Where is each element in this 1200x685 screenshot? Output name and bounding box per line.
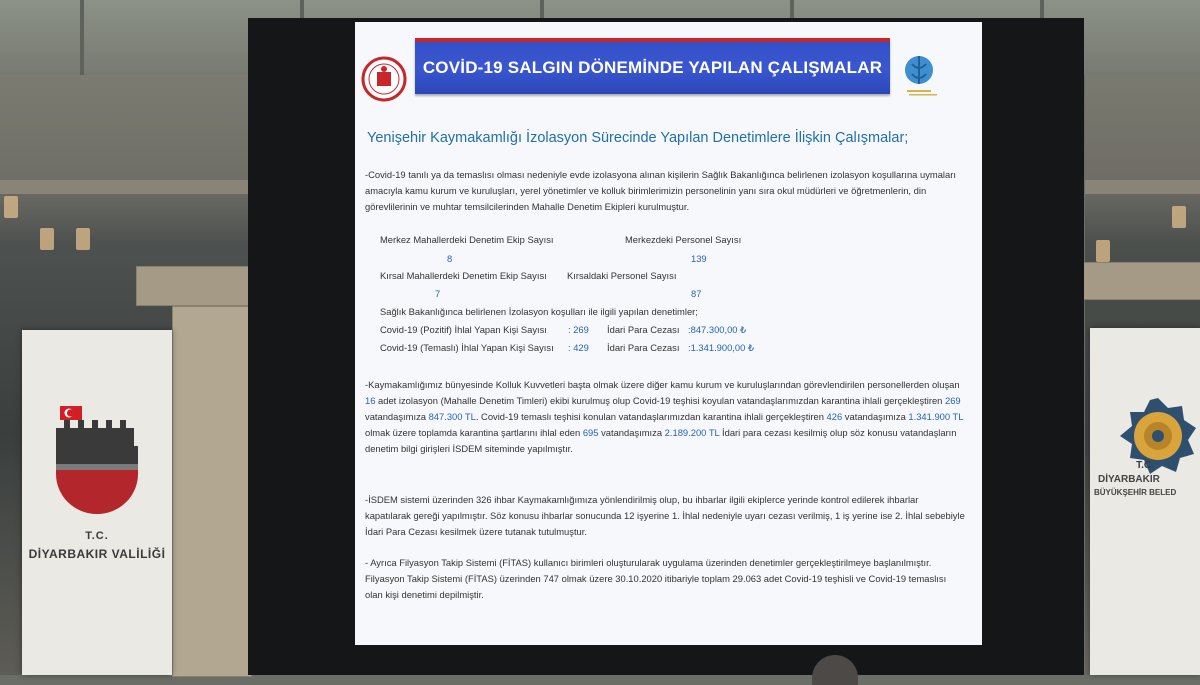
para2-text: vatandaşımıza: [598, 427, 665, 438]
stone-column: [172, 306, 252, 677]
denetim-intro: Sağlık Bakanlığınca belirlenen İzolasyon koşulları ile ilgili yapılan denetimler;: [380, 306, 698, 317]
temasli-fine-label: İdari Para Cezası: [607, 342, 680, 353]
para2-text: -Kaymakamlığımız bünyesinde Kolluk Kuvvetleri başta olmak üzere diğer kamu kurum ve kuruluşlarından görevlendirilen personellerden oluşan: [365, 379, 960, 390]
pozitif-fine: :847.300,00 ₺: [688, 324, 747, 335]
banner-left-name: DİYARBAKIR VALİLİĞİ: [28, 547, 166, 561]
ministry-seal-icon: [361, 48, 407, 110]
wall-beam: [0, 180, 250, 194]
wall-beam: [1085, 180, 1200, 194]
para2-text: vatandaşımıza: [842, 411, 909, 422]
slide-title: COVİD-19 SALGIN DÖNEMİNDE YAPILAN ÇALIŞMALAR: [422, 58, 883, 77]
slide-header: [415, 38, 890, 94]
para2-figure: 695: [582, 427, 599, 438]
paragraph-isdem: -İSDEM sistemi üzerinden 326 ihbar Kaymakamlığımıza yönlendirilmiş olup, bu ihbarlar ilgili ekiplerce yerinde kontrol edilerek ihbarlar kapatılarak gereği yapılmıştır. Söz konusu ihbarlar sonucunda 12 işyerine 1. İhlal nedeniyle uyarı cezası verilmiş, 1 iş yerine ise 2. İhlal sebebiyle İdari Para Cezası kesilmek üzere tutanak tutulmuştur.: [365, 494, 965, 537]
slide-subtitle: Yenişehir Kaymakamlığı İzolasyon Sürecinde Yapılan Denetimlere İlişkin Çalışmalar;: [367, 130, 909, 146]
diyarbakir-bsb-banner: [1090, 328, 1200, 675]
banner-right-name2: BÜYÜKŞEHİR BELED: [1094, 488, 1177, 497]
diyarbakir-valiligi-banner: [22, 330, 172, 675]
paragraph-fitas: - Ayrıca Filyasyon Takip Sistemi (FİTAS) kullanıcı birimleri oluşturularak uygulama üzerinden denetimler gerçekleştirilmeye başlanılmıştır. Filyasyon Takip Sistemi (FİTAS) üzerinden 747 olmak üzere 30.10.2020 itibariyle toplam 29.063 adet Covid-19 teşhisli ve Covid-19 temaslısı olan kişi denetimi depilmiştir.: [365, 557, 947, 600]
pozitif-label: Covid-19 (Pozitif) İhlal Yapan Kişi Sayısı: [380, 324, 547, 335]
para2-figure: 426: [826, 411, 843, 422]
paragraph-denetim-timleri: [365, 377, 965, 457]
wall-lamp: [40, 228, 54, 250]
stat-merkez-label: Merkez Mahallerdeki Denetim Ekip Sayısı: [380, 234, 554, 245]
para2-text: İdari para cezası kesilmiş olup söz konusu vatandaşların denetim bilgi girişleri İSDEM siteminde yapılmıştır.: [365, 427, 957, 454]
temasli-fine: :1.341.900,00 ₺: [688, 342, 754, 353]
stone-ledge: [136, 266, 252, 306]
stat-merkez-personel-label: Merkezdeki Personel Sayısı: [625, 234, 742, 245]
banner-right-name1: DİYARBAKIR: [1098, 474, 1160, 485]
presentation-slide: [355, 22, 982, 645]
stat-merkez-value: 8: [447, 253, 453, 264]
kaymakamlik-logo-icon: [903, 46, 947, 116]
wall-lamp: [1096, 240, 1110, 262]
para2-figure: 269: [944, 395, 961, 406]
stone-ledge: [1070, 262, 1200, 300]
para2-text: . Covid-19 temaslı teşhisi konulan vatandaşlarımızdan karantina ihlali gerçekleştiren: [475, 411, 827, 422]
pozitif-count: : 269: [568, 324, 589, 335]
paragraph-intro: -Covid-19 tanılı ya da temaslısı olması nedeniyle evde izolasyona alınan kişilerin Sağlık Bakanlığınca belirlenen izolasyon koşullarına uymaları amacıyla kamu kurum ve kuruluşları, yerel yönetimler ve kolluk birimlerimizin personelinin yanı sıra okul müdürleri ve öğretmenlerin, din görevlilerinin ve muhtar temsilcilerinden Mahalle Denetim Ekipleri kurulmuştur.: [365, 169, 956, 212]
wall-lamp: [4, 196, 18, 218]
para2-figure: 847.300 TL: [428, 411, 476, 422]
wall-lamp: [1172, 206, 1186, 228]
banner-right-tc: T.C.: [1136, 460, 1154, 471]
temasli-count: : 429: [568, 342, 589, 353]
banner-left-tc: T.C.: [85, 530, 109, 542]
pozitif-fine-label: İdari Para Cezası: [607, 324, 680, 335]
para2-figure: 16: [365, 395, 376, 406]
para2-text: olmak üzere toplamda karantina şartlarını ihlal eden: [365, 427, 583, 438]
para2-text: adet izolasyon (Mahalle Denetim Timleri) ekibi kurulmuş olup Covid-19 teşhisi koyulan vatandaşlarımızdan karantina ihlali gerçekleştiren: [375, 395, 945, 406]
para2-figure: 2.189.200 TL: [664, 427, 720, 438]
para2-text: vatandaşımıza: [365, 411, 429, 422]
stat-merkez-personel-value: 139: [691, 253, 707, 264]
diyarbakir-valiligi-emblem-icon: [52, 400, 142, 520]
stat-kirsal-personel-label: Kırsaldaki Personel Sayısı: [567, 270, 677, 281]
stat-kirsal-label: Kırsal Mahallerdeki Denetim Ekip Sayısı: [380, 270, 547, 281]
para2-figure: 1.341.900 TL: [908, 411, 964, 422]
wall-lamp: [76, 228, 90, 250]
stat-kirsal-value: 7: [435, 288, 441, 299]
stat-kirsal-personel-value: 87: [691, 288, 702, 299]
temasli-label: Covid-19 (Temaslı) İhlal Yapan Kişi Sayısı: [380, 342, 554, 353]
